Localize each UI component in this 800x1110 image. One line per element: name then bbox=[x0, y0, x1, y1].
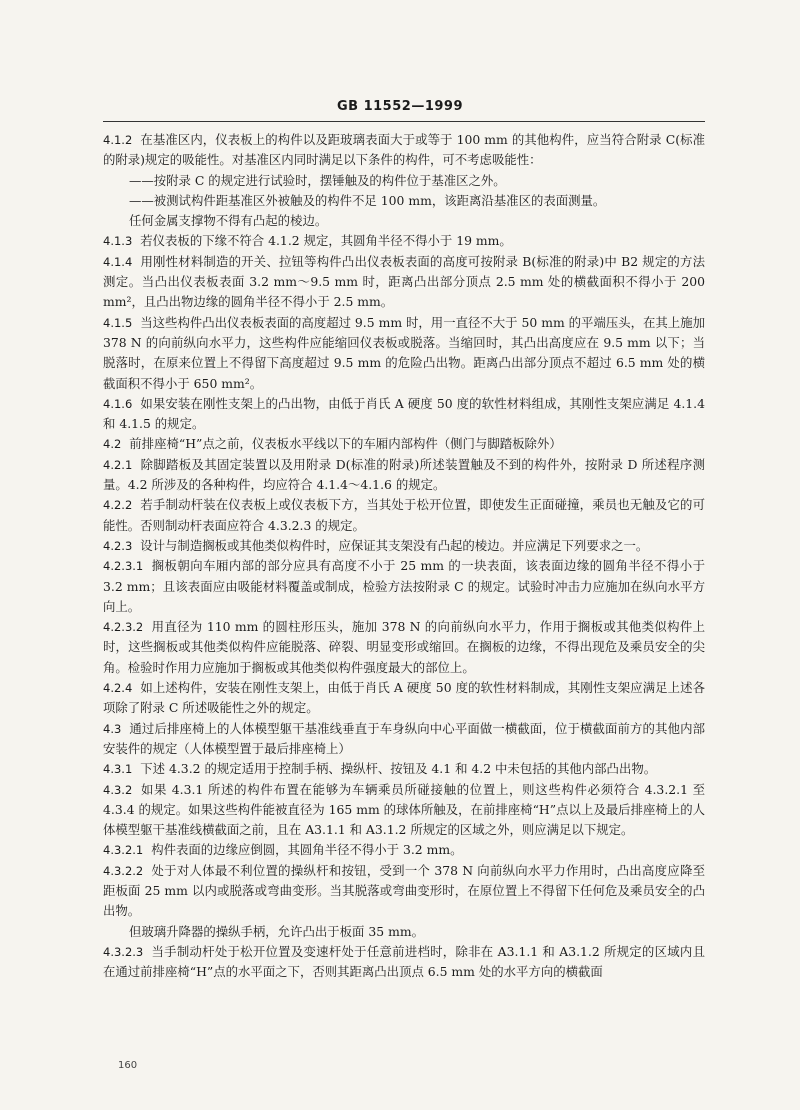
clause-4-2-4: 4.2.4 如上述构件，安装在刚性支架上，由低于肖氏 A 硬度 50 度的软性材料制成，其刚性支架应满足上述各项除了附录 C 所述吸能性之外的规定。 bbox=[103, 680, 705, 716]
clause-4-2-1: 4.2.1 除脚踏板及其固定装置以及用附录 D(标准的附录)所述装置触及不到的构件外，按附录 D 所述程序测量。4.2 所涉及的各种构件，均应符合 4.1.4～4.1.6 的规定。 bbox=[103, 456, 705, 493]
page-header: GB 11552—1999 bbox=[336, 99, 463, 114]
clause-note: 任何金属支撑物不得有凸起的棱边。 bbox=[129, 213, 328, 229]
header-rule bbox=[103, 121, 705, 122]
clause-4-1-6: 4.1.6 如果安装在刚性支架上的凸出物，由低于肖氏 A 硬度 50 度的软性材料组成，其刚性支架应满足 4.1.4 和 4.1.5 的规定。 bbox=[103, 395, 705, 432]
clause-4-1-5: 4.1.5 当这些构件凸出仪表板表面的高度超过 9.5 mm 时，用一直径不大于 50 mm 的平端压头，在其上施加 378 N 的向前纵向水平力，这些构件应能缩回仪表板或脱落。当缩回时，其凸出高度应在 9.5 mm 以下；当脱落时，在原来位置上不得留下高度超过 9.5 mm 的危险凸出物。距离凸出部分顶点不超过 6.5 mm 处的横截面积不得小于 650 mm²。 bbox=[103, 314, 705, 391]
clause-4-2-3: 4.2.3 设计与制造搁板或其他类似构件时，应保证其支架没有凸起的棱边。并应满足下列要求之一。 bbox=[103, 537, 649, 553]
clause-4-1-2: 4.1.2 在基准区内，仪表板上的构件以及距玻璃表面大于或等于 100 mm 的其他构件，应当符合附录 C(标准的附录)规定的吸能性。对基准区内同时满足以下条件的构件，可不考虑吸能性： bbox=[103, 132, 705, 168]
clause-4-1-4: 4.1.4 用刚性材料制造的开关、拉钮等构件凸出仪表板表面的高度可按附录 B(标准的附录)中 B2 规定的方法测定。当凸出仪表板表面 3.2 mm～9.5 mm 时，距离凸出部分顶点 2.5 mm 处的横截面积不得小于 200 mm²，且凸出物边缘的圆角半径不得小于 2.5 mm。 bbox=[103, 253, 705, 310]
clause-4-2: 4.2 前排座椅“H”点之前，仪表板水平线以下的车厢内部构件（侧门与脚踏板除外） bbox=[103, 436, 562, 452]
clause-4-2-2: 4.2.2 若手制动杆装在仪表板上或仪表板下方，当其处于松开位置，即使发生正面碰撞，乘员也无触及它的可能性。否则制动杆表面应符合 4.3.2.3 的规定。 bbox=[103, 497, 705, 533]
clause-4-2-3-1: 4.2.3.1 搁板朝向车厢内部的部分应具有高度不小于 25 mm 的一块表面，该表面边缘的圆角半径不得小于 3.2 mm；且该表面应由吸能材料覆盖或制成，检验方法按附录 C 的规定。试验时冲击力应施加在纵向水平方向上。 bbox=[103, 558, 705, 614]
clause-4-3-2-2: 4.3.2.2 处于对人体最不利位置的操纵杆和按钮，受到一个 378 N 向前纵向水平力作用时，凸出高度应降至距板面 25 mm 以内或脱落或弯曲变形。当其脱落或弯曲变形时，在原位置上不得留下任何危及乘员安全的凸出物。 bbox=[103, 862, 705, 919]
clause-4-1-3: 4.1.3 若仪表板的下缘不符合 4.1.2 规定，其圆角半径不得小于 19 mm。 bbox=[103, 233, 512, 249]
clause-dash-item: ——被测试构件距基准区外被触及的构件不足 100 mm，该距离沿基准区的表面测量。 bbox=[129, 192, 606, 208]
clause-dash-item: ——按附录 C 的规定进行试验时，摆锤触及的构件位于基准区之外。 bbox=[129, 172, 506, 188]
clause-4-3-2-1: 4.3.2.1 构件表面的边缘应倒圆，其圆角半径不得小于 3.2 mm。 bbox=[103, 842, 463, 858]
document-body bbox=[103, 130, 705, 982]
clause-4-3-1: 4.3.1 下述 4.3.2 的规定适用于控制手柄、操纵杆、按钮及 4.1 和 4.2 中未包括的其他内部凸出物。 bbox=[103, 761, 657, 777]
clause-4-2-3-2: 4.2.3.2 用直径为 110 mm 的圆柱形压头，施加 378 N 的向前纵向水平力，作用于搁板或其他类似构件上时，这些搁板或其他类似构件应能脱落、碎裂、明显变形或缩回。在搁板的边缘，不得出现危及乘员安全的尖角。检验时作用力应施加于搁板或其他类似构件强度最大的部位上。 bbox=[103, 619, 705, 675]
clause-4-3-2-3: 4.3.2.3 当手制动杆处于松开位置及变速杆处于任意前进档时，除非在 A3.1.1 和 A3.1.2 所规定的区域内且在通过前排座椅“H”点的水平面之下，否则其距离凸出顶点 6.5 mm 处的水平方向的横截面 bbox=[103, 943, 705, 980]
page-number: 160 bbox=[118, 1060, 138, 1071]
clause-note: 但玻璃升降器的操纵手柄，允许凸出于板面 35 mm。 bbox=[129, 923, 424, 939]
clause-4-3-2: 4.3.2 如果 4.3.1 所述的构件布置在能够为车辆乘员所碰接触的位置上，则这些构件必须符合 4.3.2.1 至 4.3.4 的规定。如果这些构件能被直径为 165 mm 的球体所触及，在前排座椅“H”点以上及最后排座椅上的人体模型躯干基准线横截面之前，且在 A3.1.1 和 A3.1.2 所规定的区域之外，则应满足以下规定。 bbox=[103, 781, 705, 838]
clause-4-3: 4.3 通过后排座椅上的人体模型躯干基准线垂直于车身纵向中心平面做一横截面，位于横截面前方的其他内部安装件的规定（人体模型置于最后排座椅上） bbox=[103, 720, 705, 756]
